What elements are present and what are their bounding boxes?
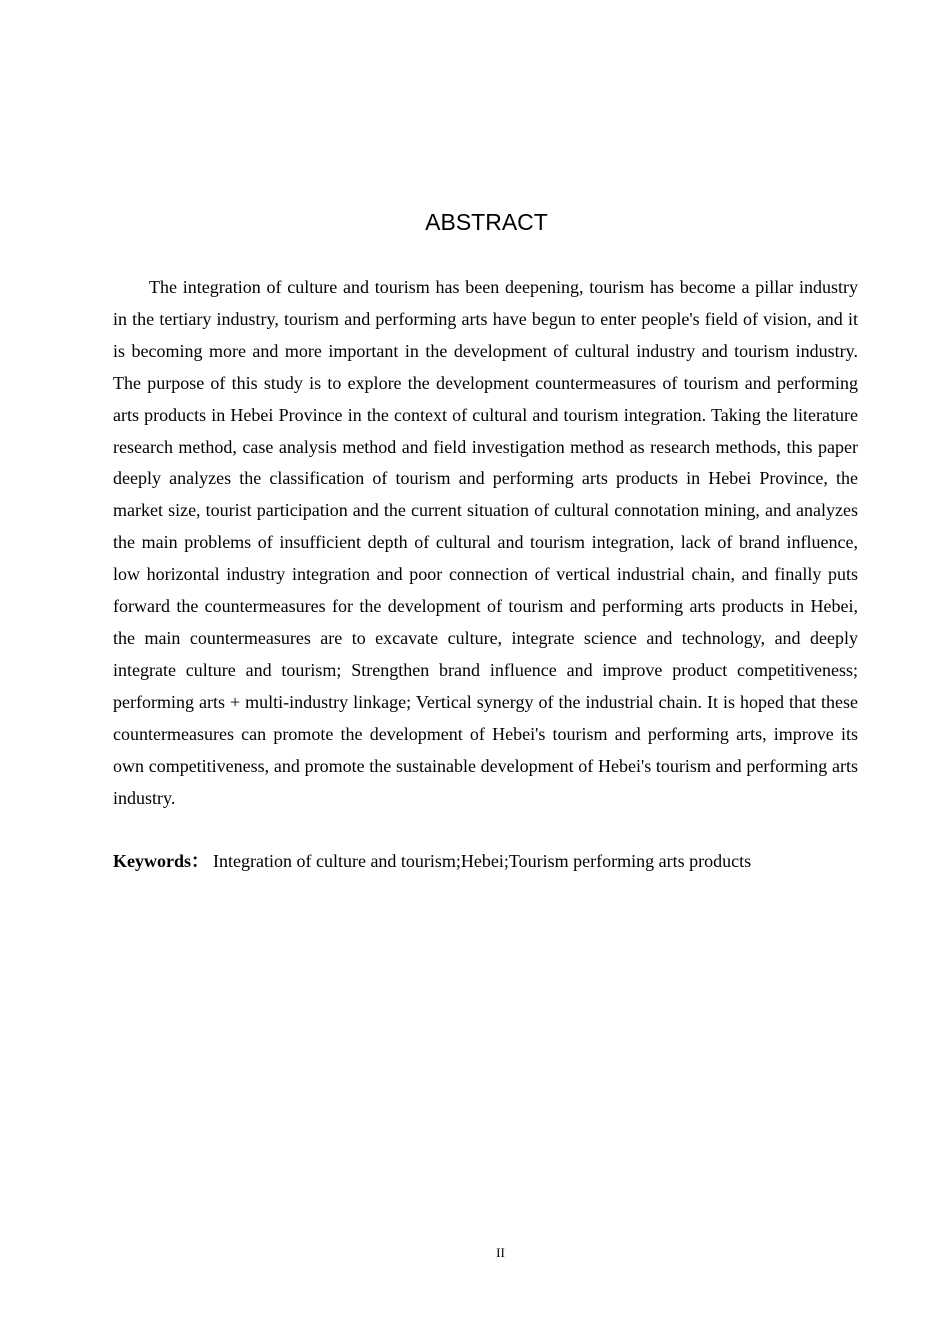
keywords-label: Keywords <box>113 851 191 871</box>
keywords-separator: ： <box>191 851 209 871</box>
keywords-value: Integration of culture and tourism;Hebei;Tourism performing arts products <box>213 851 752 871</box>
keywords-line <box>113 846 873 878</box>
abstract-title: ABSTRACT <box>425 209 548 235</box>
abstract-body: The integration of culture and tourism has been deepening, tourism has become a pillar industry in the tertiary industry, tourism and performing arts have begun to enter people's field of vision, and it is becoming more and more important in the development of cultural industry and tourism industry. The purpose of this study is to explore the development countermeasures of tourism and performing arts products in Hebei Province in the context of cultural and tourism integration. Taking the literature research method, case analysis method and field investigation method as research methods, this paper deeply analyzes the classification of tourism and performing arts products in Hebei Province, the market size, tourist participation and the current situation of cultural connotation mining, and analyzes the main problems of insufficient depth of cultural and tourism integration, lack of brand influence, low horizontal industry integration and poor connection of vertical industrial chain, and finally puts forward the countermeasures for the development of tourism and performing arts products in Hebei, the main countermeasures are to excavate culture, integrate science and technology, and deeply integrate culture and tourism; Strengthen brand influence and improve product competitiveness; performing arts + multi-industry linkage; Vertical synergy of the industrial chain. It is hoped that these countermeasures can promote the development of Hebei's tourism and performing arts, improve its own competitiveness, and promote the sustainable development of Hebei's tourism and performing arts industry. <box>113 277 858 808</box>
page-number: II <box>496 1245 505 1260</box>
